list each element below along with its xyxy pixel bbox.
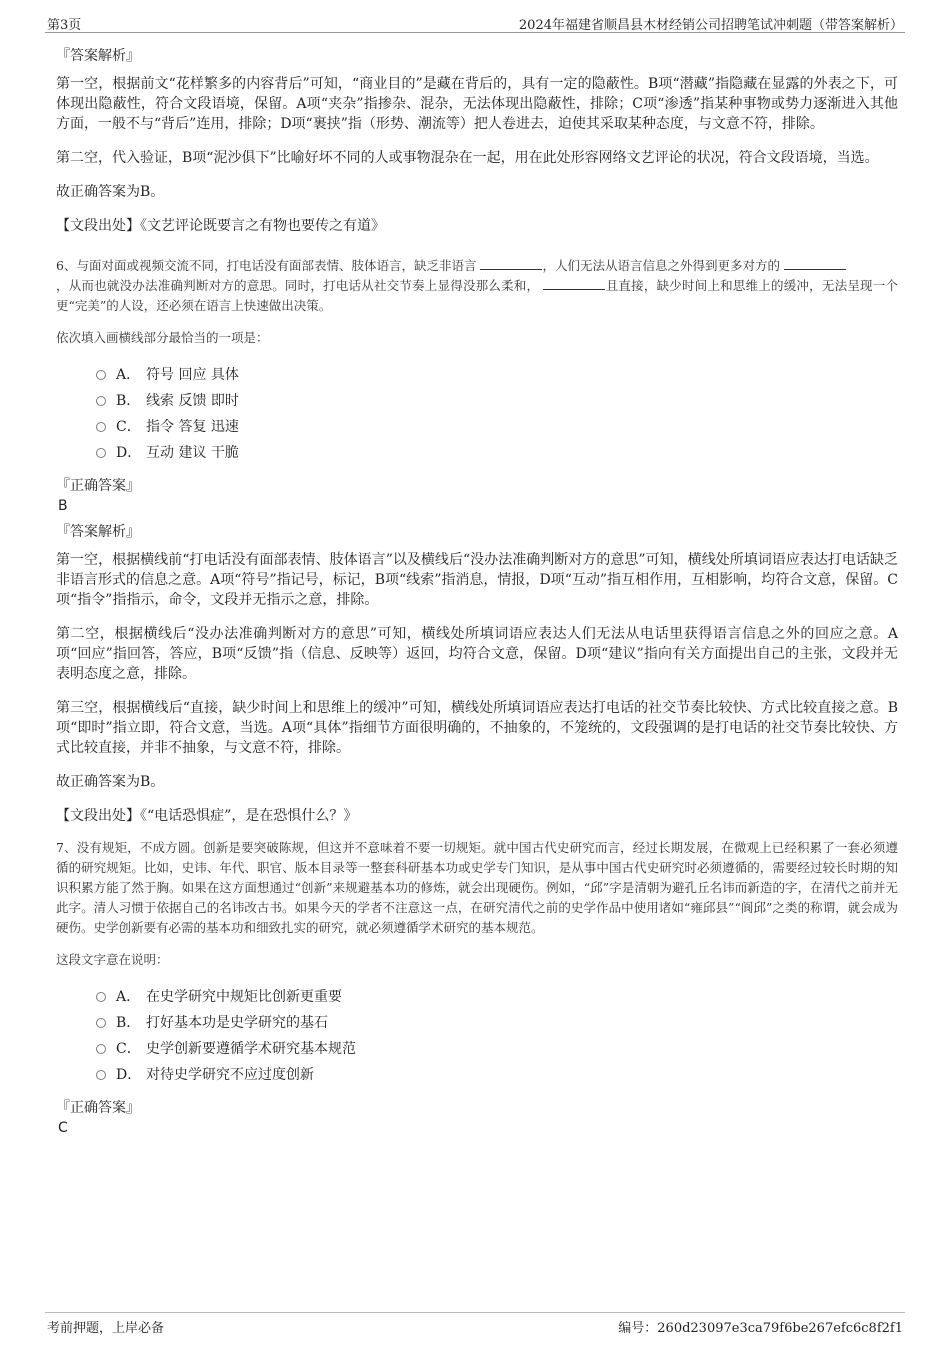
question-7-text: 7、没有规矩，不成方圆。创新是要突破陈规，但这并不意味着不要一切规矩。就中国古代史研究而言，经过长期发展，在微观上已经积累了一套必须遵循的研究规矩。比如，史讳、年代、职官、版本目录等一整套科研基本功或史学专门知识，是从事中国古代史研究时必须遵循的，需要经过较长时期的知识积累方能了然于胸。如果在这方面想通过“创新”来规避基本功的修炼，就会出现硬伤。例如，“邱”字是清朝为避孔丘名讳而新造的字，在清代之前并无此字。清人习惯于依据自己的名讳改古书。如果今天的学者不注意这一点，在研究清代之前的史学作品中使用诸如“雍邱县”“阆邱”之类的称谓，就会成为硬伤。史学创新要有必需的基本功和细致扎实的研究，就必须遵循学术研究的基本规范。 — [56, 840, 898, 935]
radio-icon[interactable] — [96, 1044, 106, 1054]
radio-icon[interactable] — [96, 1070, 106, 1080]
analysis-paragraph: 第一空，根据横线前“打电话没有面部表情、肢体语言”以及横线后“没办法准确判断对方的意思”可知，横线处所填词语应表达打电话缺乏非语言形式的信息之意。A项“符号”指记号，标记，B项“线索”指消息，情报，D项“互动”指互相作用，互相影响，均符合文意，保留。C项“指令”指指示，命令，文段并无指示之意，排除。 — [56, 552, 898, 608]
page-content — [56, 46, 898, 1144]
question-7-options — [96, 984, 898, 1088]
page-number: 第3页 — [47, 18, 82, 33]
analysis-label: 『答案解析』 — [56, 48, 140, 64]
analysis-paragraph: 第一空，根据前文“花样繁多的内容背后”可知，“商业目的”是藏在背后的，具有一定的隐蔽性。B项“潜藏”指隐藏在显露的外表之下，可体现出隐蔽性，符合文段语境，保留。A项“夹杂”指掺杂、混杂，无法体现出隐蔽性，排除；C项“渗透”指某种事物或势力逐渐进入其他方面，一般不与“背后”连用，排除；D项“裹挟”指（形势、潮流等）把人卷进去，迫使其采取某种态度，与文意不符，排除。 — [56, 76, 898, 132]
analysis-conclusion: 故正确答案为B。 — [56, 184, 165, 200]
radio-icon[interactable] — [96, 422, 106, 432]
document-id: 编号：260d23097e3ca79f6be267efc6c8f2f1 — [618, 1321, 903, 1336]
option-d[interactable]: D． 互动 建议 干脆 — [96, 440, 898, 466]
radio-icon[interactable] — [96, 448, 106, 458]
option-b[interactable]: B． 线索 反馈 即时 — [96, 388, 898, 414]
option-d[interactable]: D． 对待史学研究不应过度创新 — [96, 1062, 898, 1088]
correct-answer-label: 『正确答案』 — [56, 478, 140, 494]
page-footer — [45, 1312, 905, 1337]
source-line: 【文段出处】《“电话恐惧症”，是在恐惧什么？》 — [56, 808, 358, 824]
question-7-instruction: 这段文字意在说明： — [56, 952, 169, 967]
fill-blank — [543, 277, 605, 290]
analysis-conclusion: 故正确答案为B。 — [56, 774, 165, 790]
correct-answer: B — [58, 498, 68, 514]
question-6-options — [96, 362, 898, 466]
question-6-text: 6、与面对面或视频交流不同，打电话没有面部表情、肢体语言，缺乏非语言 ，人们无法从语言信息之外得到更多对方的 ，从而也就没办法准确判断对方的意思。同时，打电话从社交节奏上显得没那么柔和， 且直接，缺少时间上和思维上的缓冲，无法呈现一个更“完美”的人设，还必须在语言上快速做出决策。 — [56, 258, 898, 313]
option-a[interactable]: A． 在史学研究中规矩比创新更重要 — [96, 984, 898, 1010]
correct-answer-label: 『正确答案』 — [56, 1100, 140, 1116]
analysis-label: 『答案解析』 — [56, 524, 140, 540]
document-title: 2024年福建省顺昌县木材经销公司招聘笔试冲刺题（带答案解析） — [518, 18, 903, 33]
radio-icon[interactable] — [96, 1018, 106, 1028]
fill-blank — [784, 257, 846, 270]
radio-icon[interactable] — [96, 396, 106, 406]
analysis-paragraph: 第三空，根据横线后“直接，缺少时间上和思维上的缓冲”可知，横线处所填词语应表达打电话的社交节奏比较快、方式比较直接之意。B项“即时”指立即，符合文意，当选。A项“具体”指细节方面很明确的，不抽象的，不笼统的，文段强调的是打电话的社交节奏比较快、方式比较直接，并非不抽象，与文意不符，排除。 — [56, 700, 898, 756]
question-6-instruction: 依次填入画横线部分最恰当的一项是： — [56, 330, 269, 345]
radio-icon[interactable] — [96, 992, 106, 1002]
correct-answer: C — [58, 1120, 68, 1136]
fill-blank — [480, 257, 542, 270]
option-b[interactable]: B． 打好基本功是史学研究的基石 — [96, 1010, 898, 1036]
page-header — [45, 12, 905, 33]
option-c[interactable]: C． 指令 答复 迅速 — [96, 414, 898, 440]
option-c[interactable]: C． 史学创新要遵循学术研究基本规范 — [96, 1036, 898, 1062]
analysis-paragraph: 第二空，代入验证，B项“泥沙俱下”比喻好坏不同的人或事物混杂在一起，用在此处形容网络文艺评论的状况，符合文段语境，当选。 — [56, 150, 879, 166]
analysis-paragraph: 第二空，根据横线后“没办法准确判断对方的意思”可知，横线处所填词语应表达人们无法从电话里获得语言信息之外的回应之意。A项“回应”指回答，答应，B项“反馈”指（信息、反映等）返回，均符合文意，保留。D项“建议”指向有关方面提出自己的主张，文段并无表明态度之意，排除。 — [56, 626, 898, 682]
radio-icon[interactable] — [96, 370, 106, 380]
footer-slogan: 考前押题，上岸必备 — [47, 1321, 165, 1336]
option-a[interactable]: A． 符号 回应 具体 — [96, 362, 898, 388]
source-line: 【文段出处】《文艺评论既要言之有物也要传之有道》 — [56, 218, 385, 234]
